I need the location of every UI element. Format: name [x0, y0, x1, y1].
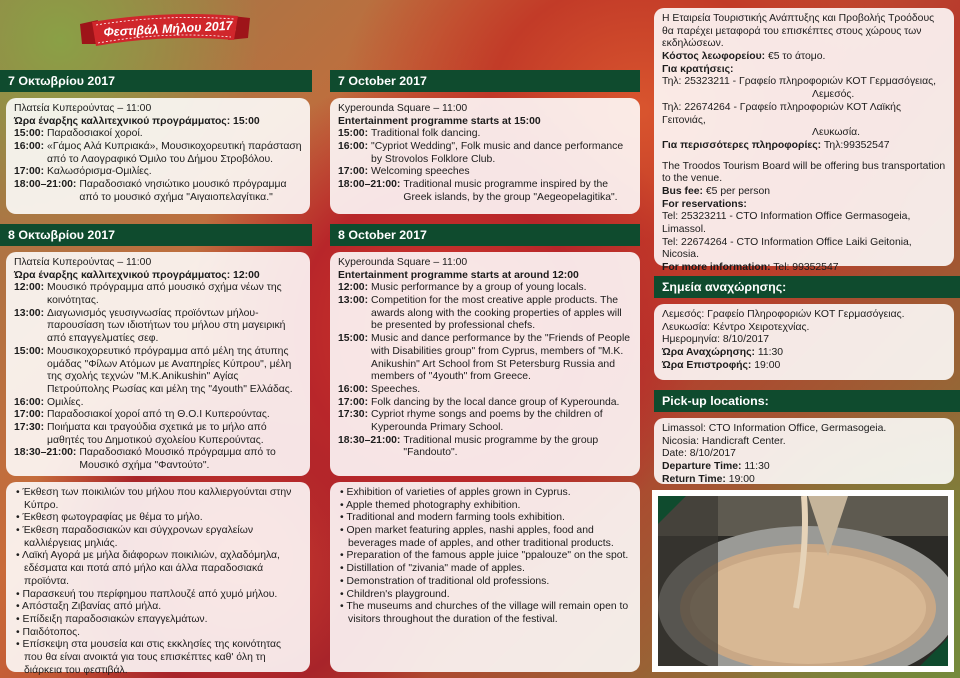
gr-day2-header: 8 Οκτωβρίου 2017 [0, 224, 312, 246]
list-item: • Παιδότοπος. [14, 627, 302, 640]
ribbon-title: Φεστιβάλ Μήλου 2017 [103, 18, 233, 40]
en-departure-header: Pick-up locations: [654, 390, 960, 412]
schedule-item: 18:30–21:00: Παραδοσιακό Μουσικό πρόγραμμα από το Μουσικό σχήμα "Φαντούτο". [14, 447, 276, 471]
en-day2-location: Kyperounda Square – 11:00 [338, 257, 468, 268]
schedule-item: 12:00: Music performance by a group of young locals. [338, 282, 587, 294]
en-day2-start: Entertainment programme starts at around 12:00 [338, 269, 579, 281]
schedule-item: 15:00: Μουσικοχορευτικό πρόγραμμα από μέλη της άτυπης ομάδας "Φίλων Ατόμων με Αναπηρίες Κύπρου", μέλη της σχολής τεχνών "M.K.Anikushin" Αγίας Πετρούπολης Ρωσίας και μέλη της "4youth" Ελλάδας. [14, 345, 293, 395]
schedule-item: 16:00: Speeches. [338, 383, 421, 395]
schedule-item: 15:00: Music and dance performance by the "Friends of People with Disabilities group" from Cyprus, members of "M.K. Anikushin" Art School from St Petersburg Russia and members of "4youth" from Greece. [338, 333, 631, 383]
en-activities-list [338, 487, 632, 627]
schedule-item: 15:00: Παραδοσιακοί χοροί. [14, 128, 143, 140]
list-item: • Απόσταξη Ζιβανίας από μήλα. [14, 601, 302, 614]
en-day2-panel [330, 252, 640, 476]
list-item: • Preparation of the famous apple juice "ppalouze" on the spot. [338, 550, 632, 563]
list-item: • Exhibition of varieties of apples grown in Cyprus. [338, 487, 632, 500]
gr-day2-panel [6, 252, 310, 476]
schedule-item: 17:00: Παραδοσιακοί χοροί από τη Θ.Ο.Ι Κυπερούντας. [14, 409, 270, 421]
list-item: • Έκθεση των ποικιλιών του μήλου που καλλιεργούνται στην Κύπρο. [14, 487, 302, 512]
gr-day2-location: Πλατεία Κυπερούντας – 11:00 [14, 257, 152, 268]
en-departure-panel: Limassol: CTO Information Office, Germasogeia. Nicosia: Handicraft Center. Date: 8/10/2017 Departure Time: 11:30 Return Time: 19:00 [654, 418, 954, 484]
schedule-item: 17:00: Folk dancing by the local dance group of Kyperounda. [338, 396, 620, 408]
schedule-item: 18:00–21:00: Παραδοσιακό νησιώτικο μουσικό πρόγραμμα από το μουσικό σχήμα "Αιγαιοπελαγίτικα." [14, 179, 287, 203]
gr-day2-start: Ώρα έναρξης καλλιτεχνικού προγράμματος: 12:00 [14, 269, 260, 281]
gr-day1-start: Ώρα έναρξης καλλιτεχνικού προγράμματος: 15:00 [14, 115, 260, 127]
schedule-item: 18:00–21:00: Traditional music programme inspired by the Greek islands, by the group "Aegeopelagitika". [338, 179, 618, 203]
list-item: • Traditional and modern farming tools exhibition. [338, 512, 632, 525]
schedule-item: 13:00: Competition for the most creative apple products. The awards along with the cooking properties of apples will be presented by professional chefs. [338, 295, 622, 332]
schedule-item: 17:30: Ποιήματα και τραγούδια σχετικά με το μήλο από μαθητές του Δημοτικού σχολείου Κυπερούντας. [14, 421, 267, 446]
gr-departure-header: Σημεία αναχώρησης: [654, 276, 960, 298]
gr-departure-panel: Λεμεσός: Γραφείο Πληροφοριών ΚΟΤ Γερμασόγειας. Λευκωσία: Κέντρο Χειροτεχνίας. Ημερομηνία: 8/10/2017 Ώρα Αναχώρησης: 11:30 Ώρα Επιστροφής: 19:00 [654, 304, 954, 380]
gr-day1-panel [6, 98, 310, 214]
ppalouze-photo [652, 490, 954, 672]
gr-activities-list [14, 487, 302, 677]
en-transport-intro: The Troodos Tourism Board will be offering bus transportation to the venue. [662, 160, 946, 185]
en-day1-header: 7 October 2017 [330, 70, 640, 92]
list-item: • Έκθεση παραδοσιακών και σύγχρονων εργαλείων καλλιέργειας μηλιάς. [14, 525, 302, 550]
schedule-item: 17:30: Cypriot rhyme songs and poems by the children of Kyperounda Primary School. [338, 409, 603, 433]
gr-transport-intro: Η Εταιρεία Τουριστικής Ανάπτυξης και Προβολής Τροόδους θα παρέχει μεταφορά του επισκέπτες στους χώρους των εκδηλώσεων. [662, 13, 935, 50]
cooking-pot-image [658, 496, 948, 666]
schedule-item: 15:00: Traditional folk dancing. [338, 128, 481, 140]
festival-ribbon [80, 10, 250, 54]
schedule-item: 17:00: Καλωσόρισμα-Ομιλίες. [14, 166, 152, 178]
transport-panel: Η Εταιρεία Τουριστικής Ανάπτυξης και Προβολής Τροόδους θα παρέχει μεταφορά του επισκέπτες στους χώρους των εκδηλώσεων. Κόστος λεωφορείου: €5 το άτομο. Για κρατήσεις: Τηλ: 25323211 - Γραφείο πληροφοριών ΚΟΤ Γερμασόγειας, Λεμεσός. Τηλ: 22674264 - Γραφείο πληροφοριών ΚΟΤ Λαϊκής Γειτονιάς, Λευκωσία. Για περισσότερες πληροφορίες: Τηλ:99352547 The Troodos Tourism Board will be offering bus transportation to the venue. Bus fee: €5 per person For reservations: Tel: 25323211 - CTO Information Office Germasogeia, Limassol. Tel: 22674264 - CTO Information Office Laiki Geitonia, Nicosia. For more information: Tel: 99352547 [654, 8, 954, 266]
list-item: • Distillation of "zivania" made of apples. [338, 563, 632, 576]
en-day2-header: 8 October 2017 [330, 224, 640, 246]
gr-activities-panel [6, 482, 310, 676]
list-item: • Children's playground. [338, 589, 632, 602]
list-item: • Επίδειξη παραδοσιακών επαγγελμάτων. [14, 614, 302, 627]
en-day1-panel [330, 98, 640, 214]
gr-day1-location: Πλατεία Κυπερούντας – 11:00 [14, 103, 152, 114]
schedule-item: 16:00: Ομιλίες. [14, 396, 84, 408]
list-item: • The museums and churches of the village will remain open to visitors throughout the duration of the festival. [338, 601, 632, 626]
schedule-item: 13:00: Διαγωνισμός γευσιγνωσίας προϊόντων μήλου-παρουσίαση των ιδιοτήτων του μήλου στη μαγειρική από επαγγελματίες σεφ. [14, 307, 286, 345]
en-day1-location: Kyperounda Square – 11:00 [338, 103, 468, 114]
list-item: • Επίσκεψη στα μουσεία και στις εκκλησίες της κοινότητας που θα είναι ανοικτά για τους επισκέπτες καθ' όλη τη διάρκεια του φεστιβάλ. [14, 639, 302, 677]
schedule-item: 12:00: Μουσικό πρόγραμμα από μουσικό σχήμα νέων της κοινότητας. [14, 282, 282, 307]
list-item: • Έκθεση φωτογραφίας με θέμα το μήλο. [14, 512, 302, 525]
schedule-item: 18:30–21:00: Traditional music programme by the group "Fandouto". [338, 434, 599, 459]
list-item: • Demonstration of traditional old professions. [338, 576, 632, 589]
list-item: • Open market featuring apples, nashi apples, food and beverages made of apples, and other traditional products. [338, 525, 632, 550]
list-item: • Παρασκευή του περίφημου παπλουζέ από χυμό μήλου. [14, 589, 302, 602]
schedule-item: 16:00: "Cypriot Wedding", Folk music and dance performance by Strovolos Folklore Club. [338, 141, 624, 165]
gr-day1-header: 7 Οκτωβρίου 2017 [0, 70, 312, 92]
list-item: • Apple themed photography exhibition. [338, 500, 632, 513]
en-activities-panel [330, 482, 640, 672]
schedule-item: 16:00: «Γάμος Αλά Κυπριακά», Μουσικοχορευτική παράσταση από το Λαογραφικό Όμιλο του Δήμου Στροβόλου. [14, 141, 302, 165]
list-item: • Λαϊκή Αγορά με μήλα διάφορων ποικιλιών, αχλαδόμηλα, εδέσματα και ποτά από μήλο και άλλα παραδοσιακά προϊόντα. [14, 550, 302, 588]
en-day1-start: Entertainment programme starts at 15:00 [338, 115, 541, 127]
schedule-item: 17:00: Welcoming speeches [338, 166, 470, 178]
